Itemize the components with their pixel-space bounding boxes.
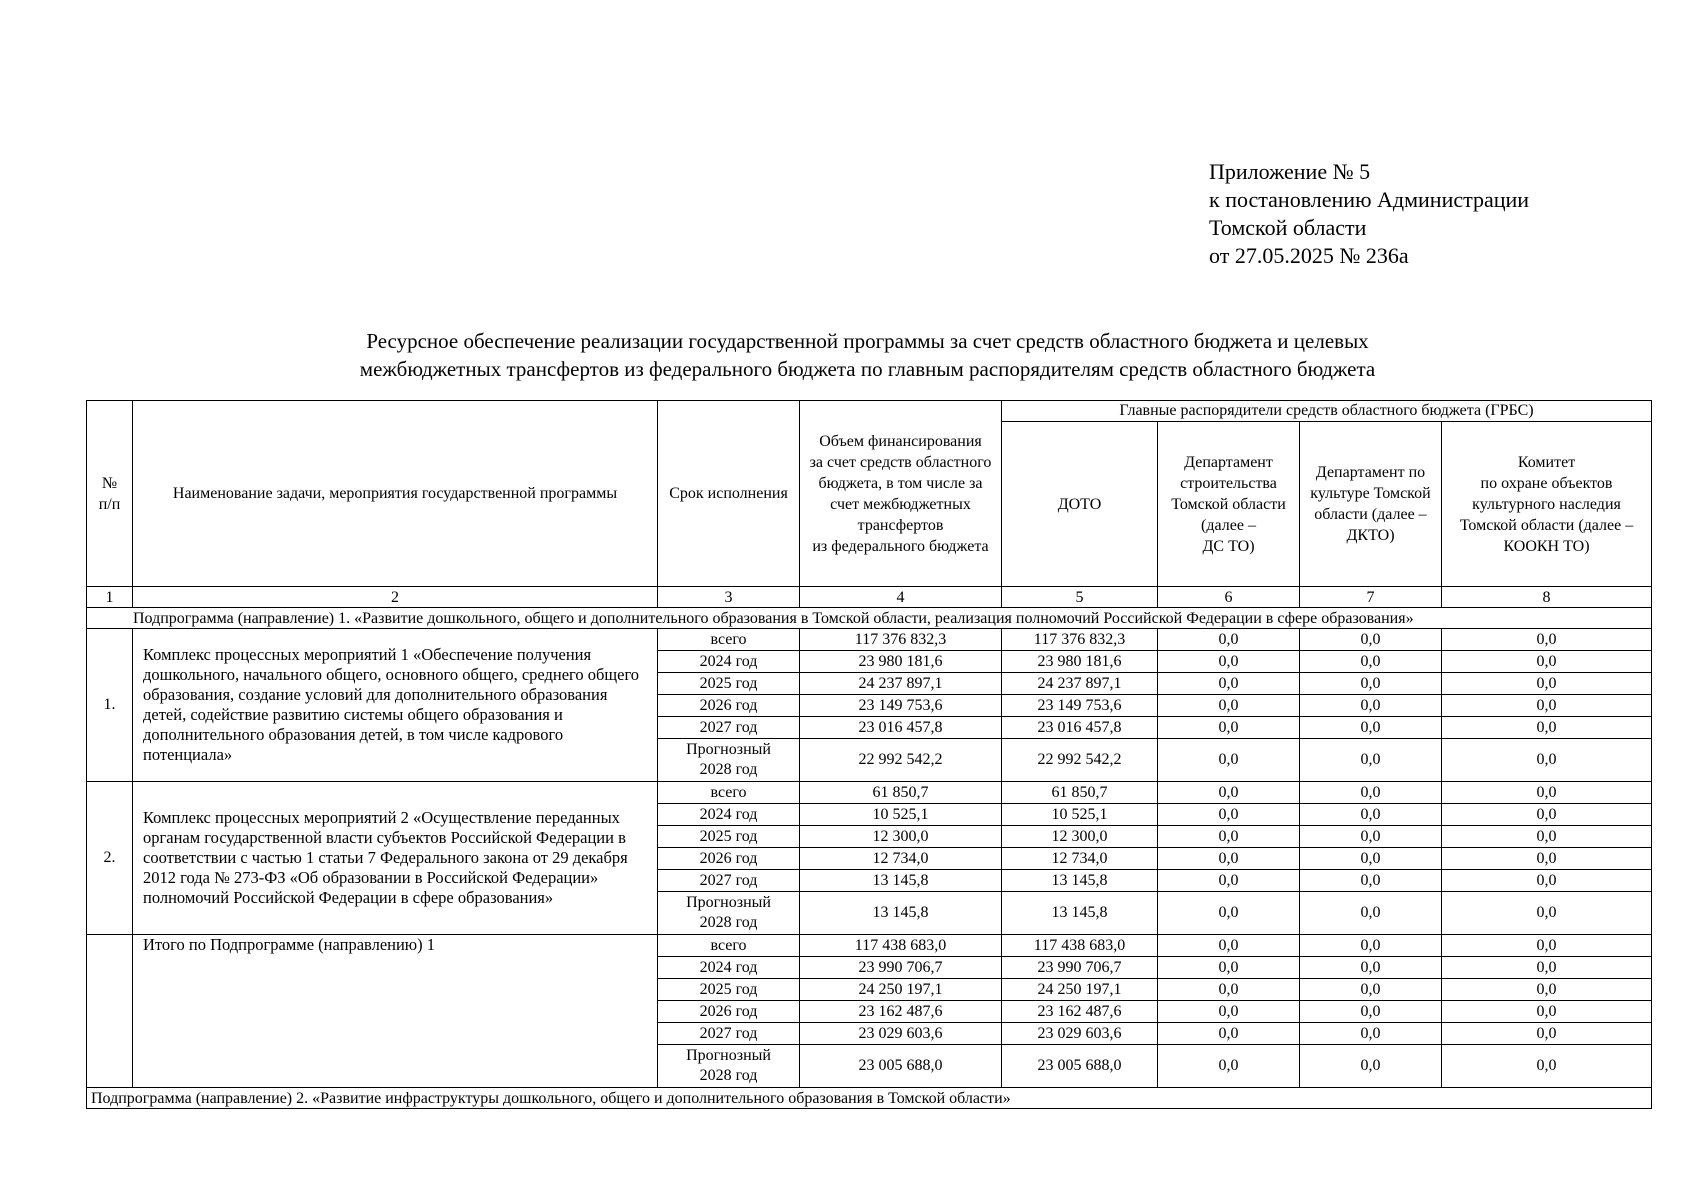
dkto-cell: 0,0 <box>1300 673 1442 695</box>
task-name: Комплекс процессных мероприятий 2 «Осуществление переданных органам государственной власти субъектов Российской Федерации в соответствии с частью 1 статьи 7 Федерального закона от 29 декабря 2012 года № 273-ФЗ «Об образовании в Российской Федерации» полномочий Российской Федерации в сфере образования» <box>133 782 658 935</box>
doto-cell: 117 438 683,0 <box>1002 935 1158 957</box>
term-cell: всего <box>658 935 800 957</box>
term-cell: 2025 год <box>658 673 800 695</box>
column-number: 4 <box>800 587 1002 608</box>
header-doto: ДОТО <box>1002 422 1158 587</box>
dkto-cell: 0,0 <box>1300 848 1442 870</box>
ds-cell: 0,0 <box>1158 979 1300 1001</box>
subprogram-2-heading: Подпрограмма (направление) 2. «Развитие инфраструктуры дошкольного, общего и дополнительного образования в Томской области» <box>87 1088 1652 1109</box>
total-cell: 117 438 683,0 <box>800 935 1002 957</box>
task-name: Итого по Подпрограмме (направлению) 1 <box>133 935 658 1088</box>
ds-cell: 0,0 <box>1158 935 1300 957</box>
header-kookn: Комитет по охране объектов культурного наследия Томской области (далее – КООКН ТО) <box>1442 422 1652 587</box>
kookn-cell: 0,0 <box>1442 848 1652 870</box>
total-cell: 12 300,0 <box>800 826 1002 848</box>
dkto-cell: 0,0 <box>1300 826 1442 848</box>
ds-cell: 0,0 <box>1158 629 1300 651</box>
subprogram-1-heading: Подпрограмма (направление) 1. «Развитие дошкольного, общего и дополнительного образования в Томской области, реализация полномочий Российской Федерации в сфере образования» <box>87 608 1652 629</box>
total-cell: 22 992 542,2 <box>800 739 1002 782</box>
doto-cell: 23 980 181,6 <box>1002 651 1158 673</box>
doto-cell: 117 376 832,3 <box>1002 629 1158 651</box>
term-cell: 2024 год <box>658 957 800 979</box>
total-cell: 12 734,0 <box>800 848 1002 870</box>
column-number: 2 <box>133 587 658 608</box>
appendix-line: от 27.05.2025 № 236а <box>1209 243 1409 268</box>
dkto-cell: 0,0 <box>1300 651 1442 673</box>
document-title <box>86 327 1649 383</box>
table-row <box>87 782 1652 804</box>
total-cell: 23 980 181,6 <box>800 651 1002 673</box>
header-num: № п/п <box>87 401 133 587</box>
header-volume: Объем финансирования за счет средств областного бюджета, в том числе за счет межбюджетных трансфертов из федерального бюджета <box>800 401 1002 587</box>
dkto-cell: 0,0 <box>1300 957 1442 979</box>
term-cell: 2027 год <box>658 717 800 739</box>
total-cell: 23 005 688,0 <box>800 1045 1002 1088</box>
kookn-cell: 0,0 <box>1442 957 1652 979</box>
appendix-line: Томской области <box>1209 215 1367 240</box>
ds-cell: 0,0 <box>1158 782 1300 804</box>
ds-cell: 0,0 <box>1158 1001 1300 1023</box>
kookn-cell: 0,0 <box>1442 1023 1652 1045</box>
kookn-cell: 0,0 <box>1442 1045 1652 1088</box>
doto-cell: 23 149 753,6 <box>1002 695 1158 717</box>
term-cell: 2027 год <box>658 870 800 892</box>
appendix-line: к постановлению Администрации <box>1209 187 1530 212</box>
kookn-cell: 0,0 <box>1442 717 1652 739</box>
appendix-line: Приложение № 5 <box>1209 159 1371 184</box>
doto-cell: 61 850,7 <box>1002 782 1158 804</box>
title-line: Ресурсное обеспечение реализации государственной программы за счет средств областного бюджета и целевых <box>366 329 1369 353</box>
total-cell: 23 162 487,6 <box>800 1001 1002 1023</box>
dkto-cell: 0,0 <box>1300 739 1442 782</box>
doto-cell: 24 250 197,1 <box>1002 979 1158 1001</box>
doto-cell: 23 990 706,7 <box>1002 957 1158 979</box>
doto-cell: 22 992 542,2 <box>1002 739 1158 782</box>
term-cell: 2027 год <box>658 1023 800 1045</box>
dkto-cell: 0,0 <box>1300 717 1442 739</box>
row-number: 1. <box>87 629 133 782</box>
kookn-cell: 0,0 <box>1442 826 1652 848</box>
term-cell: всего <box>658 629 800 651</box>
ds-cell: 0,0 <box>1158 651 1300 673</box>
resource-table <box>86 400 1652 1109</box>
ds-cell: 0,0 <box>1158 957 1300 979</box>
doto-cell: 23 029 603,6 <box>1002 1023 1158 1045</box>
kookn-cell: 0,0 <box>1442 739 1652 782</box>
ds-cell: 0,0 <box>1158 717 1300 739</box>
ds-cell: 0,0 <box>1158 848 1300 870</box>
total-cell: 23 149 753,6 <box>800 695 1002 717</box>
term-cell: Прогнозный 2028 год <box>658 1045 800 1088</box>
ds-cell: 0,0 <box>1158 826 1300 848</box>
term-cell: 2025 год <box>658 826 800 848</box>
doto-cell: 23 016 457,8 <box>1002 717 1158 739</box>
ds-cell: 0,0 <box>1158 1023 1300 1045</box>
kookn-cell: 0,0 <box>1442 892 1652 935</box>
total-cell: 23 029 603,6 <box>800 1023 1002 1045</box>
dkto-cell: 0,0 <box>1300 804 1442 826</box>
doto-cell: 12 300,0 <box>1002 826 1158 848</box>
ds-cell: 0,0 <box>1158 695 1300 717</box>
column-number: 5 <box>1002 587 1158 608</box>
dkto-cell: 0,0 <box>1300 782 1442 804</box>
term-cell: всего <box>658 782 800 804</box>
term-cell: 2024 год <box>658 651 800 673</box>
kookn-cell: 0,0 <box>1442 870 1652 892</box>
total-cell: 61 850,7 <box>800 782 1002 804</box>
term-cell: 2025 год <box>658 979 800 1001</box>
doto-cell: 24 237 897,1 <box>1002 673 1158 695</box>
column-number: 7 <box>1300 587 1442 608</box>
term-cell: Прогнозный 2028 год <box>658 892 800 935</box>
dkto-cell: 0,0 <box>1300 1045 1442 1088</box>
total-cell: 23 990 706,7 <box>800 957 1002 979</box>
doto-cell: 23 162 487,6 <box>1002 1001 1158 1023</box>
term-cell: 2026 год <box>658 1001 800 1023</box>
kookn-cell: 0,0 <box>1442 651 1652 673</box>
header-ds: Департамент строительства Томской области (далее – ДС ТО) <box>1158 422 1300 587</box>
appendix-block <box>1209 158 1529 270</box>
kookn-cell: 0,0 <box>1442 804 1652 826</box>
term-cell: 2026 год <box>658 848 800 870</box>
term-cell: Прогнозный 2028 год <box>658 739 800 782</box>
ds-cell: 0,0 <box>1158 673 1300 695</box>
doto-cell: 23 005 688,0 <box>1002 1045 1158 1088</box>
kookn-cell: 0,0 <box>1442 935 1652 957</box>
dkto-cell: 0,0 <box>1300 1001 1442 1023</box>
row-number: 2. <box>87 782 133 935</box>
total-cell: 23 016 457,8 <box>800 717 1002 739</box>
column-number: 1 <box>87 587 133 608</box>
total-cell: 13 145,8 <box>800 892 1002 935</box>
task-name: Комплекс процессных мероприятий 1 «Обеспечение получения дошкольного, начального общего, основного общего, среднего общего образования, создание условий для дополнительного образования детей, содействие развитию системы общего образования и дополнительного образования детей, в том числе кадрового потенциала» <box>133 629 658 782</box>
table-row <box>87 629 1652 651</box>
dkto-cell: 0,0 <box>1300 935 1442 957</box>
doto-cell: 10 525,1 <box>1002 804 1158 826</box>
total-cell: 13 145,8 <box>800 870 1002 892</box>
ds-cell: 0,0 <box>1158 739 1300 782</box>
header-name: Наименование задачи, мероприятия государственной программы <box>133 401 658 587</box>
column-number: 8 <box>1442 587 1652 608</box>
column-number: 6 <box>1158 587 1300 608</box>
dkto-cell: 0,0 <box>1300 695 1442 717</box>
kookn-cell: 0,0 <box>1442 782 1652 804</box>
header-dkto: Департамент по культуре Томской области (далее – ДКТО) <box>1300 422 1442 587</box>
term-cell: 2024 год <box>658 804 800 826</box>
kookn-cell: 0,0 <box>1442 979 1652 1001</box>
term-cell: 2026 год <box>658 695 800 717</box>
total-cell: 24 237 897,1 <box>800 673 1002 695</box>
column-number: 3 <box>658 587 800 608</box>
ds-cell: 0,0 <box>1158 804 1300 826</box>
title-line: межбюджетных трансфертов из федерального бюджета по главным распорядителям средств областного бюджета <box>359 357 1376 381</box>
kookn-cell: 0,0 <box>1442 1001 1652 1023</box>
total-cell: 24 250 197,1 <box>800 979 1002 1001</box>
ds-cell: 0,0 <box>1158 870 1300 892</box>
dkto-cell: 0,0 <box>1300 979 1442 1001</box>
dkto-cell: 0,0 <box>1300 1023 1442 1045</box>
dkto-cell: 0,0 <box>1300 892 1442 935</box>
doto-cell: 13 145,8 <box>1002 870 1158 892</box>
table-row <box>87 935 1652 957</box>
header-grbs: Главные распорядители средств областного бюджета (ГРБС) <box>1002 401 1652 422</box>
kookn-cell: 0,0 <box>1442 695 1652 717</box>
dkto-cell: 0,0 <box>1300 629 1442 651</box>
ds-cell: 0,0 <box>1158 1045 1300 1088</box>
header-term: Срок исполнения <box>658 401 800 587</box>
doto-cell: 13 145,8 <box>1002 892 1158 935</box>
doto-cell: 12 734,0 <box>1002 848 1158 870</box>
total-cell: 10 525,1 <box>800 804 1002 826</box>
kookn-cell: 0,0 <box>1442 629 1652 651</box>
row-number <box>87 935 133 1088</box>
dkto-cell: 0,0 <box>1300 870 1442 892</box>
total-cell: 117 376 832,3 <box>800 629 1002 651</box>
ds-cell: 0,0 <box>1158 892 1300 935</box>
kookn-cell: 0,0 <box>1442 673 1652 695</box>
